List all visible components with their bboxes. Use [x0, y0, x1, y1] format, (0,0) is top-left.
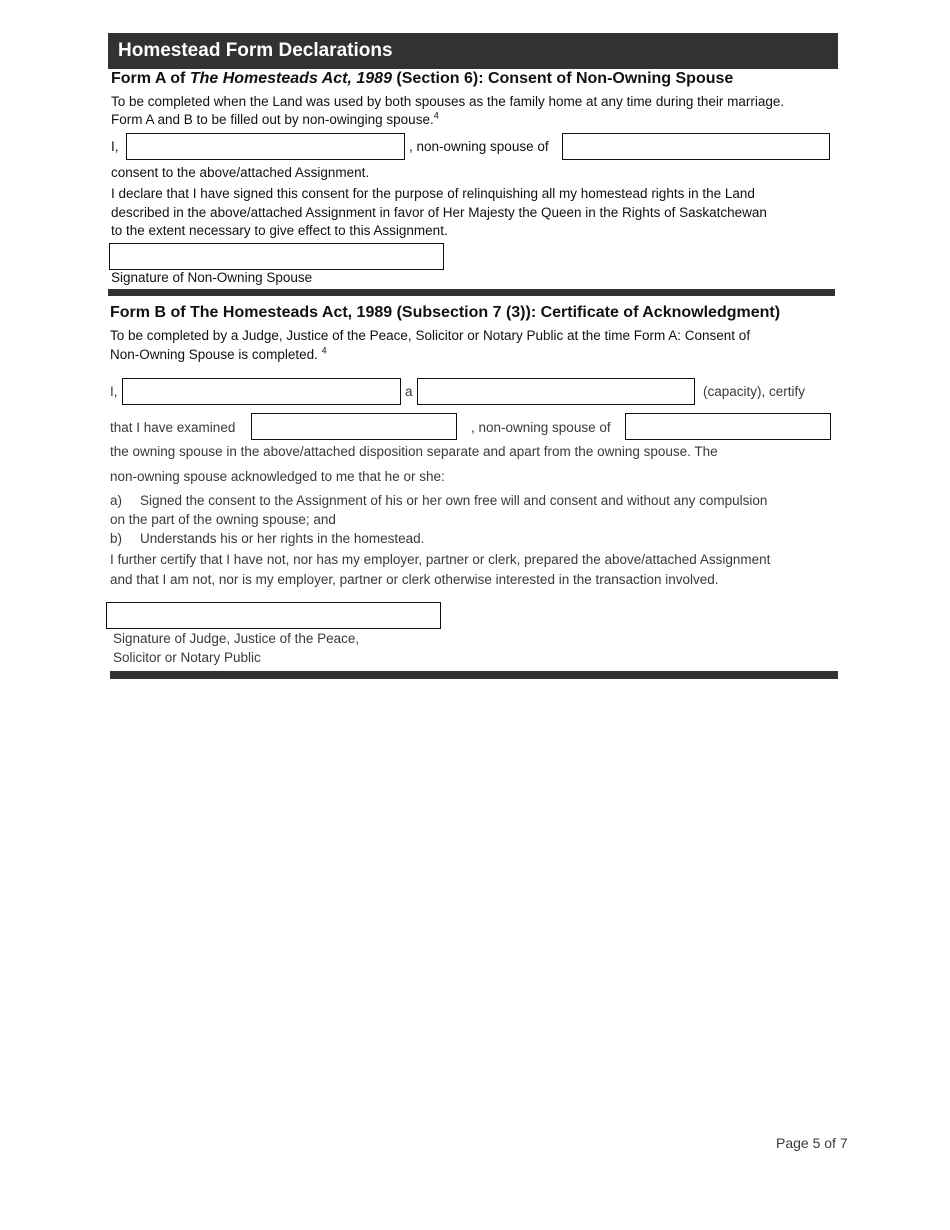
page-title: Homestead Form Declarations — [118, 40, 393, 61]
form-a-spouse-of-label: , non-owning spouse of — [409, 139, 549, 154]
form-a-signature-label: Signature of Non-Owning Spouse — [111, 270, 313, 285]
form-a-spouse-of-field[interactable] — [562, 133, 830, 160]
form-b-intro-line1: To be completed by a Judge, Justice of the Peace, Solicitor or Notary Public at the time Form A: Consent of — [110, 328, 751, 343]
form-b-examined-label: that I have examined — [110, 420, 236, 435]
form-a-intro-line2: Form A and B to be filled out by non-owinging spouse.$^4$ — [111, 110, 439, 127]
form-b-signature-label-line2: Solicitor or Notary Public — [113, 650, 261, 665]
form-a-declare-line2: described in the above/attached Assignment in favor of Her Majesty the Queen in the Rights of Saskatchewan — [111, 205, 767, 220]
form-b-examined-field[interactable] — [251, 413, 457, 440]
form-b-certify-line1: I further certify that I have not, nor has my employer, partner or clerk, prepared the above/attached Assignment — [110, 552, 771, 567]
form-a-intro-line1: To be completed when the Land was used by both spouses as the family home at any time during their marriage. — [111, 94, 785, 109]
footnote-ref: 4 — [433, 110, 439, 121]
form-b-capacity-field[interactable] — [417, 378, 695, 405]
form-b-title: Form B of The Homesteads Act, 1989 (Subsection 7 (3)): Certificate of Acknowledgment) — [110, 304, 781, 321]
form-b-acknowledged-line: non-owning spouse acknowledged to me that he or she: — [110, 469, 445, 484]
form-a-declare-line3: to the extent necessary to give effect to this Assignment. — [111, 223, 448, 238]
form-a-declare-line1: I declare that I have signed this consent for the purpose of relinquishing all my homestead rights in the Land — [111, 186, 755, 201]
form-b-spouse-of-label: , non-owning spouse of — [471, 420, 611, 435]
form-b-certify-line2: and that I am not, nor is my employer, partner or clerk otherwise interested in the transaction involved. — [110, 572, 719, 587]
form-a-consent-line: consent to the above/attached Assignment. — [111, 165, 370, 180]
form-b-item-b-marker: b) — [110, 531, 123, 546]
form-b-signature-field[interactable] — [106, 602, 441, 629]
form-b-owning-line: the owning spouse in the above/attached disposition separate and apart from the owning spouse. The — [110, 444, 718, 459]
form-b-name-field[interactable] — [122, 378, 401, 405]
form-b-item-a-marker: a) — [110, 493, 123, 508]
form-b-item-a-line1: Signed the consent to the Assignment of his or her own free will and consent and without any compulsion — [140, 493, 768, 508]
page-number: Page 5 of 7 — [776, 1135, 848, 1151]
form-b-i-label: I, — [110, 384, 118, 399]
form-a-title: Form A of The Homesteads Act, 1989 (Section 6): Consent of Non-Owning Spouse — [111, 70, 734, 87]
form-b-item-a-line2: on the part of the owning spouse; and — [110, 512, 336, 527]
page-header-bar — [108, 33, 838, 69]
form-b-item-b-line1: Understands his or her rights in the homestead. — [140, 531, 425, 546]
form-a-name-field[interactable] — [126, 133, 405, 160]
form-a-signature-field[interactable] — [109, 243, 444, 270]
section-divider — [108, 289, 835, 296]
form-b-spouse-of-field[interactable] — [625, 413, 831, 440]
form-a-i-label: I, — [111, 139, 119, 154]
section-divider — [110, 671, 838, 679]
footnote-ref: 4 — [321, 345, 327, 356]
form-b-signature-label-line1: Signature of Judge, Justice of the Peace, — [113, 631, 360, 646]
form-b-intro-line2: Non-Owning Spouse is completed. $^4$ — [110, 345, 327, 362]
form-b-a-label: a — [405, 384, 413, 399]
form-b-capacity-label: (capacity), certify — [703, 384, 806, 399]
